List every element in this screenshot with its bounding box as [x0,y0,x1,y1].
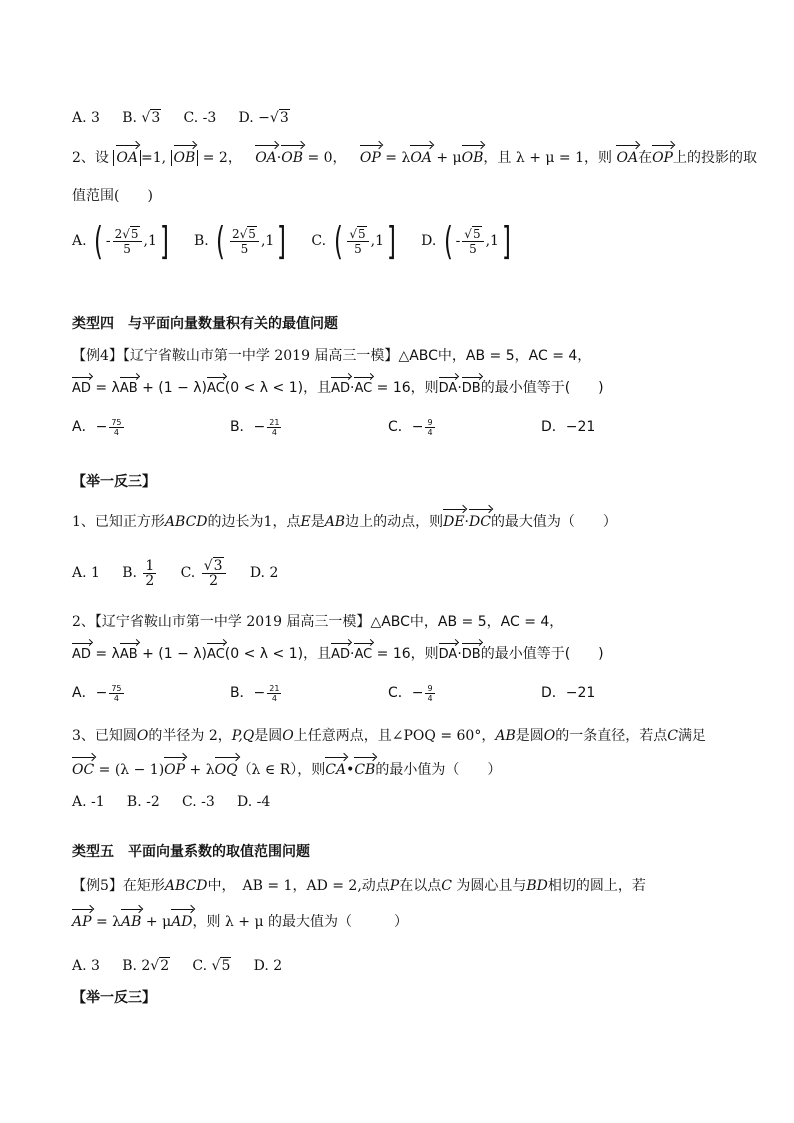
option-d: D. 2 [249,565,279,581]
option-b: B. -2 [126,794,160,810]
option-c: C. -3 [182,794,215,810]
problem-3-line-1: 3、已知圆O的半径为 2，P,Q是圆O上任意两点，且∠POQ = 60°，AB是圆O的一条直径，若点C满足 [72,728,706,744]
option-d: D．−21 [541,419,596,435]
problem-2-line-1: 2、【辽宁省鞍山市第一中学 2019 届高三一模】△ABC中，AB = 5，AC = 4， [72,614,564,630]
option-a: A．− $\frac{75}{4}$ [72,417,122,437]
option-c: C. √5 [192,958,231,974]
option-c: C．− $\frac{9}{4}$ [387,417,433,437]
option-c: C. $\frac{√3}{2}$ [181,565,228,581]
option-b: B．− $\frac{21}{4}$ [229,683,280,703]
problem-3-line-2: OC = (λ − 1)OP + λOQ（λ ∈ R），则CA•CB的最小值为（ ） [72,762,502,778]
juyifansan-2: 【举一反三】 [72,990,156,1006]
example-5-options [72,956,282,976]
option-d: D．−21 [541,685,596,701]
option-d: D. -4 [237,794,271,810]
option-b: B. $\frac{1}{2}$ [122,557,155,589]
section-5-title: 类型五 平面向量系数的取值范围问题 [72,844,310,860]
juyifansan-1: 【举一反三】 [72,474,156,490]
option-b: B. ( $\frac{2√5}{5}$ ,1] [193,219,287,263]
question-2-line-1: 2、设 OA =1, OB = 2， OA·OB = 0， OP = λOA + μOB，且 λ + μ = 1，则 OA在OP上的投影的取 [72,150,757,166]
section-4-title: 类型四 与平面向量数量积有关的最值问题 [72,316,338,332]
option-d: D. −√3 [238,110,289,126]
question-2-line-2: 值范围( ) [72,188,153,204]
example-5-line-2: AP = λAB + μAD，则 λ + μ 的最大值为（ ） [72,914,409,930]
example-5-line-1: 【例5】在矩形ABCD中， AB = 1，AD = 2,动点P在以点C 为圆心且与BD相切的圆上，若 [72,878,646,894]
option-a: A. 1 [72,565,100,581]
option-a: A. ( - $\frac{2√5}{5}$ ,1] [72,219,169,263]
option-a: A. 3 [72,958,100,974]
problem-1-line: 1、已知正方形ABCD的边长为1，点E是AB边上的动点，则DE·DC的最大值为（ ） [72,514,617,530]
option-d: D. ( - $\frac{√5}{5}$ ,1] [421,219,511,263]
option-c: C．− $\frac{9}{4}$ [387,683,433,703]
example-4-line-2: AD = λAB + (1 − λ)AC(0 < λ < 1)，且AD·AC = 16，则DA·DB的最小值等于( ) [72,378,604,399]
option-b: B. 2√2 [122,958,170,974]
option-b: B. √3 [122,110,161,126]
example-4-line-1: 【例4】【辽宁省鞍山市第一中学 2019 届高三一模】△ABC中，AB = 5，AC = 4， [72,348,592,364]
problem-3-options [72,792,270,812]
prev-options-row [72,108,290,128]
option-a: A．− $\frac{75}{4}$ [72,683,122,703]
option-d: D. 2 [253,958,283,974]
option-b: B．− $\frac{21}{4}$ [229,417,280,437]
option-c: C. -3 [183,110,217,126]
example-4-options [72,412,595,442]
option-a: A. 3 [72,110,100,126]
option-a: A. -1 [72,794,105,810]
option-c: C. ( $\frac{√5}{5}$ ,1] [311,219,396,263]
problem-1-options [72,550,278,596]
question-2-options [72,218,514,264]
problem-2-options [72,678,595,708]
problem-2-line-2: AD = λAB + (1 − λ)AC(0 < λ < 1)，且AD·AC = 16，则DA·DB的最小值等于( ) [72,644,604,665]
